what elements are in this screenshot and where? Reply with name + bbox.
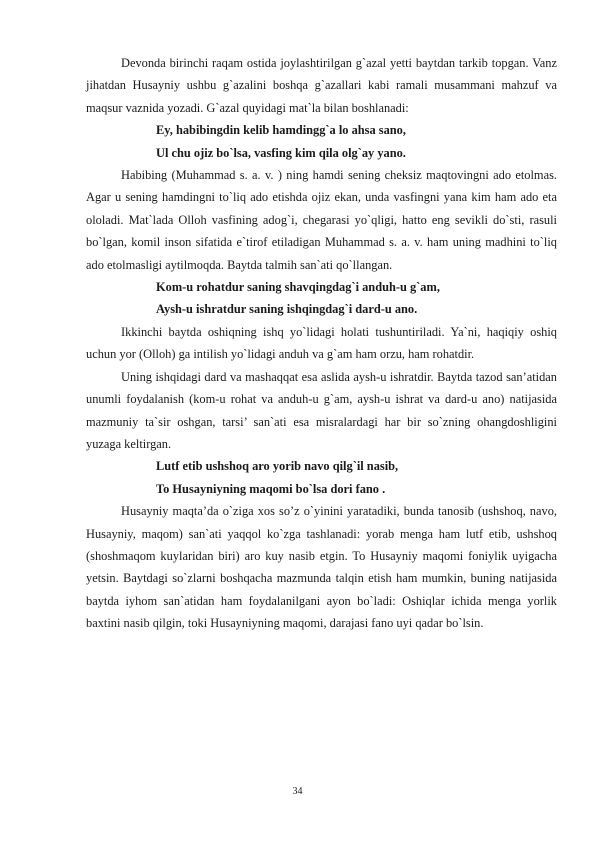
verse-line-3a: Lutf etib ushshoq aro yorib navo qilg`il nasib, bbox=[156, 459, 399, 474]
verse-line-1b: Ul chu ojiz bo`lsa, vasfing kim qila olg`ay yano. bbox=[156, 145, 406, 160]
document-body bbox=[86, 52, 557, 635]
verse-line-2a: Kom-u rohatdur saning shavqingdag`i anduh-u g`am, bbox=[156, 280, 440, 295]
paragraph-commentary-4: Husayniy maqta’da o`ziga xos so’z o`yinini yaratadiki, bunda tanosib (ushshoq, navo, Husayniy, maqom) san`ati yaqqol ko`zga tashlanadi: yorab menga ham lutf etib, ushshoq (shoshmaqom kuylaridan biri) aro kuy nasib etgin. To Husayniy maqomi foniylik uyigacha yetsin. Baytdagi so`zlarni boshqacha mazmunda talqin etish ham mumkin, buning natijasida baytda iyhom san`atidan ham foydalanilgani ayon bo`ladi: Oshiqlar ichida menga yorlik baxtini nasib qilgin, toki Husayniyning maqomi, darajasi fano uyi qadar bo`lsin. bbox=[86, 504, 557, 631]
paragraph-commentary-2: Ikkinchi baytda oshiqning ishq yo`lidagi holati tushuntiriladi. Ya`ni, haqiqiy oshiq uchun yor (Olloh) ga intilish yo`lidagi anduh va g`am ham orzu, ham rohatdir. bbox=[86, 324, 557, 362]
verse-line-3b: To Husayniyning maqomi bo`lsa dori fano . bbox=[156, 481, 386, 496]
paragraph-commentary-1: Habibing (Muhammad s. a. v. ) ning hamdi sening cheksiz maqtovingni ado etolmas. Agar u sening hamdingni to`liq ado etishda ojiz ekan, unda vasfingni yana kim ham ado eta ololadi. Mat`lada Olloh vasfining adog`i, chegarasi yo`qligi, hatto eng sevikli do`sti, rasuli bo`lgan, komil inson sifatida e`tirof etiladigan Muhammad s. a. v. ham uning madhini to`liq ado etolmasligi aytilmoqda. Baytda talmih san`ati qo`llangan. bbox=[86, 168, 557, 272]
verse-line-2b: Aysh-u ishratdur saning ishqingdag`i dard-u ano. bbox=[156, 302, 418, 317]
verse-line-1a: Ey, habibingdin kelib hamdingg`a lo ahsa sano, bbox=[156, 123, 406, 138]
page-number: 34 bbox=[292, 786, 303, 797]
paragraph-commentary-3: Uning ishqidagi dard va mashaqqat esa aslida aysh-u ishratdir. Baytda tazod san’atidan unumli foydalanish (kom-u rohat va anduh-u g`am, aysh-u ishrat va dard-u ano) natijasida mazmuniy ta`sir oshgan, tarsi’ san`ati esa misralardagi har bir so`zning ohangdoshligini yuzaga keltirgan. bbox=[86, 369, 557, 451]
paragraph-intro: Devonda birinchi raqam ostida joylashtirilgan g`azal yetti baytdan tarkib topgan. Vanz jihatdan Husayniy ushbu g`azalini boshqa g`azallari kabi ramali musammani mahzuf va maqsur vaznida yozadi. G`azal quyidagi mat`la bilan boshlanadi: bbox=[86, 56, 557, 115]
